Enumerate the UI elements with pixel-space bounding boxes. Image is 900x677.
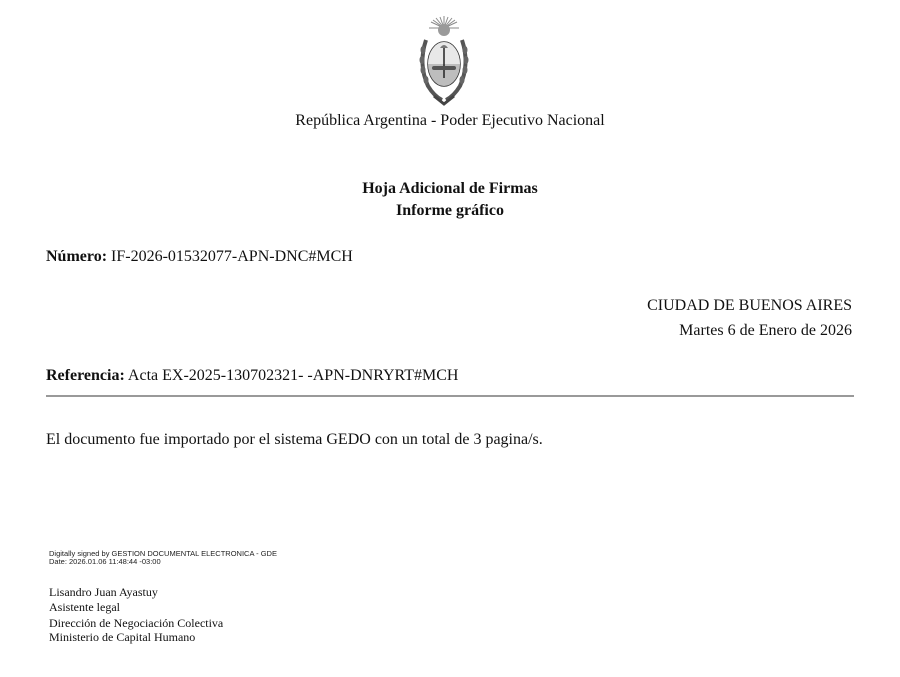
document-title: Hoja Adicional de Firmas xyxy=(362,180,538,197)
institution-header: República Argentina - Poder Ejecutivo Nacional xyxy=(295,112,605,129)
digital-signature-line: Digitally signed by GESTION DOCUMENTAL ELECTRONICA - GDE xyxy=(49,549,277,558)
document-date: Martes 6 de Enero de 2026 xyxy=(679,322,852,339)
body-text: El documento fue importado por el sistema GEDO con un total de 3 pagina/s. xyxy=(46,431,543,448)
coat-of-arms-icon xyxy=(414,14,474,110)
signer-name: Lisandro Juan Ayastuy xyxy=(49,585,158,599)
numero-value: IF-2026-01532077-APN-DNC#MCH xyxy=(111,248,353,265)
numero-label: Número: xyxy=(46,248,108,265)
referencia-field xyxy=(46,367,458,385)
referencia-value: Acta EX-2025-130702321- -APN-DNRYRT#MCH xyxy=(127,367,459,384)
signer-role: Asistente legal xyxy=(49,600,120,614)
numero-field xyxy=(46,248,353,266)
referencia-label: Referencia: xyxy=(46,367,125,384)
city: CIUDAD DE BUENOS AIRES xyxy=(647,297,852,314)
divider xyxy=(46,395,854,397)
signature-date-line: Date: 2026.01.06 11:48:44 -03:00 xyxy=(49,557,161,566)
document-subtitle: Informe gráfico xyxy=(396,202,504,219)
signer-ministry: Ministerio de Capital Humano xyxy=(49,630,196,644)
signer-office: Dirección de Negociación Colectiva xyxy=(49,616,224,630)
